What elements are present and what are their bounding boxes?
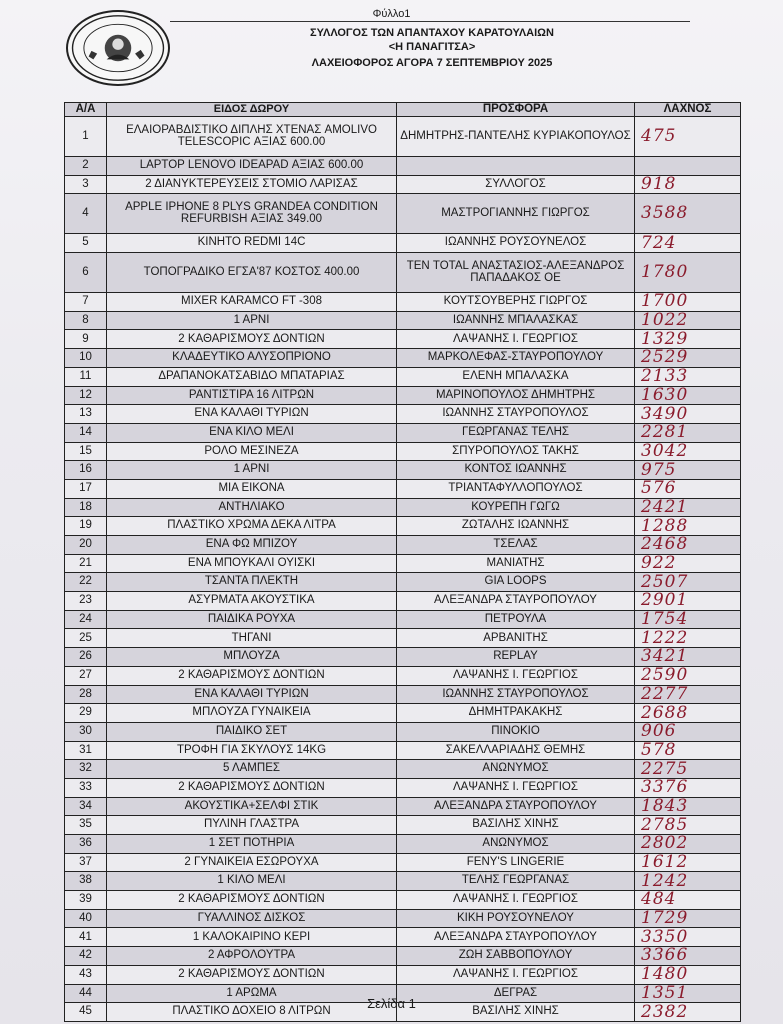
ticket-number-cell: 1843 — [635, 797, 741, 816]
gift-cell: 2 ΑΦΡΟΛΟΥΤΡΑ — [107, 947, 397, 966]
offer-cell: ΖΩΤΑΛΗΣ ΙΩΑΝΝΗΣ — [397, 517, 635, 536]
table-row — [65, 797, 741, 816]
table-row — [65, 965, 741, 984]
table-row — [65, 330, 741, 349]
offer-cell: ΛΑΨΑΝΗΣ Ι. ΓΕΩΡΓΙΟΣ — [397, 666, 635, 685]
table-row — [65, 947, 741, 966]
row-number-cell: 17 — [65, 479, 107, 498]
ticket-number-cell: 484 — [635, 891, 741, 910]
gift-cell: 2 ΓΥΝΑΙΚΕΙΑ ΕΣΩΡΟΥΧΑ — [107, 853, 397, 872]
table-row — [65, 367, 741, 386]
ticket-number-cell: 1612 — [635, 853, 741, 872]
gift-cell: 2 ΚΑΘΑΡΙΣΜΟΥΣ ΔΟΝΤΙΩΝ — [107, 965, 397, 984]
table-row — [65, 405, 741, 424]
table-row — [65, 909, 741, 928]
row-number-cell: 15 — [65, 442, 107, 461]
offer-cell: ΠΙΝΟΚΙΟ — [397, 722, 635, 741]
ticket-number-cell: 1242 — [635, 872, 741, 891]
offer-cell: ΔΕΓΡΑΣ — [397, 984, 635, 1003]
gift-cell: ΠΥΛΙΝΗ ΓΛΑΣΤΡΑ — [107, 816, 397, 835]
offer-cell: GIA LOOPS — [397, 573, 635, 592]
gift-cell: ΕΛΑΙΟΡΑΒΔΙΣΤΙΚΟ ΔΙΠΛΗΣ ΧΤΕΝΑΣ AMOLIVO TELESCOPIC ΑΞΙΑΣ 600.00 — [107, 117, 397, 157]
row-number-cell: 23 — [65, 592, 107, 611]
row-number-cell: 32 — [65, 760, 107, 779]
table-row — [65, 648, 741, 667]
row-number-cell: 38 — [65, 872, 107, 891]
ticket-number-cell: 906 — [635, 722, 741, 741]
gift-cell: ΚΛΑΔΕΥΤΙΚΟ ΑΛΥΣΟΠΡΙΟΝΟ — [107, 349, 397, 368]
row-number-cell: 28 — [65, 685, 107, 704]
row-number-cell: 12 — [65, 386, 107, 405]
ticket-number-cell: 1288 — [635, 517, 741, 536]
ticket-number-cell: 475 — [635, 117, 741, 157]
offer-cell: ΜΑΣΤΡΟΓΙΑΝΝΗΣ ΓΙΩΡΓΟΣ — [397, 194, 635, 234]
table-row — [65, 816, 741, 835]
offer-cell: ΤΣΕΛΑΣ — [397, 536, 635, 555]
ticket-number-cell: 2275 — [635, 760, 741, 779]
gift-cell: 2 ΔΙΑΝΥΚΤΕΡΕΥΣΕΙΣ ΣΤΟΜΙΟ ΛΑΡΙΣΑΣ — [107, 175, 397, 194]
row-number-cell: 4 — [65, 194, 107, 234]
ticket-number-cell: 2281 — [635, 423, 741, 442]
gift-cell: ΜΠΛΟΥΖΑ ΓΥΝΑΙΚΕΙΑ — [107, 704, 397, 723]
ticket-number-cell: 1729 — [635, 909, 741, 928]
gift-cell: ΑΝΤΗΛΙΑΚΟ — [107, 498, 397, 517]
table-row — [65, 629, 741, 648]
gift-cell: 1 ΑΡΩΜΑ — [107, 984, 397, 1003]
offer-cell: ΑΝΩΝΥΜΟΣ — [397, 760, 635, 779]
ticket-number-cell: 1329 — [635, 330, 741, 349]
offer-cell: ΚΟΥΤΣΟΥΒΕΡΗΣ ΓΙΩΡΓΟΣ — [397, 293, 635, 312]
table-row — [65, 554, 741, 573]
gift-cell: ΕΝΑ ΚΑΛΑΘΙ ΤΥΡΙΩΝ — [107, 405, 397, 424]
ticket-number-cell: 2901 — [635, 592, 741, 611]
gift-cell: ΓΥΑΛΛΙΝΟΣ ΔΙΣΚΟΣ — [107, 909, 397, 928]
row-number-cell: 33 — [65, 778, 107, 797]
row-number-cell: 24 — [65, 610, 107, 629]
gift-cell: ΠΛΑΣΤΙΚΟ ΧΡΩΜΑ ΔΕΚΑ ΛΙΤΡΑ — [107, 517, 397, 536]
table-header-row — [65, 103, 741, 117]
row-number-cell: 2 — [65, 157, 107, 176]
table-row — [65, 835, 741, 854]
table-row — [65, 666, 741, 685]
gift-cell: 2 ΚΑΘΑΡΙΣΜΟΥΣ ΔΟΝΤΙΩΝ — [107, 778, 397, 797]
ticket-number-cell: 3042 — [635, 442, 741, 461]
offer-cell: ΔΗΜΗΤΡΗΣ-ΠΑΝΤΕΛΗΣ ΚΥΡΙΑΚΟΠΟΥΛΟΣ — [397, 117, 635, 157]
gift-cell: ΡΑΝΤΙΣΤΙΡΑ 16 ΛΙΤΡΩΝ — [107, 386, 397, 405]
ticket-number-cell: 2507 — [635, 573, 741, 592]
offer-cell: ΛΑΨΑΝΗΣ Ι. ΓΕΩΡΓΙΟΣ — [397, 891, 635, 910]
gift-cell: ΔΡΑΠΑΝΟΚΑΤΣΑΒΙΔΟ ΜΠΑΤΑΡΙΑΣ — [107, 367, 397, 386]
gift-cell: ΡΟΛΟ ΜΕΣΙΝΕΖΑ — [107, 442, 397, 461]
ticket-number-cell: 1780 — [635, 253, 741, 293]
offer-cell: FENY'S LINGERIE — [397, 853, 635, 872]
ticket-number-cell: 2529 — [635, 349, 741, 368]
ticket-number-cell: 2802 — [635, 835, 741, 854]
header-association-name: ΣΥΛΛΟΓΟΣ ΤΩΝ ΑΠΑΝΤΑΧΟΥ ΚΑΡΑΤΟΥΛΑΙΩΝ — [310, 27, 554, 39]
row-number-cell: 16 — [65, 461, 107, 480]
table-row — [65, 685, 741, 704]
table-row — [65, 760, 741, 779]
raffle-table-wrapper — [64, 102, 740, 1022]
header-subtitle: <Η ΠΑΝΑΓΙΤΣΑ> — [388, 41, 476, 53]
row-number-cell: 22 — [65, 573, 107, 592]
row-number-cell: 8 — [65, 311, 107, 330]
row-number-cell: 31 — [65, 741, 107, 760]
table-row — [65, 311, 741, 330]
gift-cell: 1 ΣΕΤ ΠΟΤΗΡΙΑ — [107, 835, 397, 854]
ticket-number-cell — [635, 157, 741, 176]
row-number-cell: 45 — [65, 1003, 107, 1022]
row-number-cell: 11 — [65, 367, 107, 386]
ticket-number-cell: 2468 — [635, 536, 741, 555]
column-header-offer: ΠΡΟΣΦΟΡΑ — [397, 103, 635, 117]
ticket-number-cell: 1222 — [635, 629, 741, 648]
table-row — [65, 386, 741, 405]
gift-cell: ΕΝΑ ΚΑΛΑΘΙ ΤΥΡΙΩΝ — [107, 685, 397, 704]
offer-cell: ΤΡΙΑΝΤΑΦΥΛΛΟΠΟΥΛΟΣ — [397, 479, 635, 498]
row-number-cell: 42 — [65, 947, 107, 966]
ticket-number-cell: 918 — [635, 175, 741, 194]
offer-cell: ΙΩΑΝΝΗΣ ΜΠΑΛΑΣΚΑΣ — [397, 311, 635, 330]
row-number-cell: 10 — [65, 349, 107, 368]
row-number-cell: 26 — [65, 648, 107, 667]
logo-graphic — [68, 12, 168, 84]
row-number-cell: 37 — [65, 853, 107, 872]
table-row — [65, 293, 741, 312]
offer-cell: ΛΑΨΑΝΗΣ Ι. ΓΕΩΡΓΙΟΣ — [397, 778, 635, 797]
table-row — [65, 928, 741, 947]
row-number-cell: 40 — [65, 909, 107, 928]
offer-cell: ΠΕΤΡΟΥΛΑ — [397, 610, 635, 629]
row-number-cell: 36 — [65, 835, 107, 854]
gift-cell: ΚΙΝΗΤΟ REDMI 14C — [107, 234, 397, 253]
offer-cell: ΙΩΑΝΝΗΣ ΡΟΥΣΟΥΝΕΛΟΣ — [397, 234, 635, 253]
table-row — [65, 157, 741, 176]
offer-cell: ΜΑΡΚΟΛΕΦΑΣ-ΣΤΑΥΡΟΠΟΥΛΟΥ — [397, 349, 635, 368]
offer-cell: ΚΟΝΤΟΣ ΙΩΑΝΝΗΣ — [397, 461, 635, 480]
table-row — [65, 498, 741, 517]
offer-cell: ΣΠΥΡΟΠΟΥΛΟΣ ΤΑΚΗΣ — [397, 442, 635, 461]
ticket-number-cell: 578 — [635, 741, 741, 760]
gift-cell: MIXER KARAMCO FT -308 — [107, 293, 397, 312]
table-row — [65, 536, 741, 555]
gift-cell: ΕΝΑ ΦΩ ΜΠΙΖΟΥ — [107, 536, 397, 555]
gift-cell: ΑΣΥΡΜΑΤΑ ΑΚΟΥΣΤΙΚΑ — [107, 592, 397, 611]
table-body — [65, 117, 741, 1022]
gift-cell: ΕΝΑ ΚΙΛΟ ΜΕΛΙ — [107, 423, 397, 442]
association-logo-seal — [66, 10, 170, 86]
ticket-number-cell: 3366 — [635, 947, 741, 966]
gift-cell: ΤΗΓΑΝΙ — [107, 629, 397, 648]
offer-cell: ΒΑΣΙΛΗΣ ΧΙΝΗΣ — [397, 816, 635, 835]
table-row — [65, 592, 741, 611]
table-row — [65, 778, 741, 797]
ticket-number-cell: 1351 — [635, 984, 741, 1003]
row-number-cell: 18 — [65, 498, 107, 517]
row-number-cell: 44 — [65, 984, 107, 1003]
row-number-cell: 14 — [65, 423, 107, 442]
column-header-gift: ΕΙΔΟΣ ΔΩΡΟΥ — [107, 103, 397, 117]
table-row — [65, 573, 741, 592]
ticket-number-cell: 1480 — [635, 965, 741, 984]
offer-cell: ΖΩΗ ΣΑΒΒΟΠΟΥΛΟΥ — [397, 947, 635, 966]
gift-cell: 1 ΚΑΛΟΚΑΙΡΙΝΟ ΚΕΡΙ — [107, 928, 397, 947]
gift-cell: 1 ΚΙΛΟ ΜΕΛΙ — [107, 872, 397, 891]
offer-cell: ΤΕΝ TOTAL ΑΝΑΣΤΑΣΙΟΣ-ΑΛΕΞΑΝΔΡΟΣ ΠΑΠΑΔΑΚΟΣ ΟΕ — [397, 253, 635, 293]
offer-cell: ΑΛΕΞΑΝΔΡΑ ΣΤΑΥΡΟΠΟΥΛΟΥ — [397, 592, 635, 611]
offer-cell: ΣΥΛΛΟΓΟΣ — [397, 175, 635, 194]
table-row — [65, 461, 741, 480]
offer-cell: ΛΑΨΑΝΗΣ Ι. ΓΕΩΡΓΙΟΣ — [397, 330, 635, 349]
gift-cell: ΠΑΙΔΙΚΟ ΣΕΤ — [107, 722, 397, 741]
offer-cell: ΙΩΑΝΝΗΣ ΣΤΑΥΡΟΠΟΥΛΟΣ — [397, 685, 635, 704]
row-number-cell: 27 — [65, 666, 107, 685]
gift-cell: 2 ΚΑΘΑΡΙΣΜΟΥΣ ΔΟΝΤΙΩΝ — [107, 330, 397, 349]
offer-cell: ΒΑΣΙΛΗΣ ΧΙΝΗΣ — [397, 1003, 635, 1022]
ticket-number-cell: 576 — [635, 479, 741, 498]
ticket-number-cell: 3350 — [635, 928, 741, 947]
ticket-number-cell: 3421 — [635, 648, 741, 667]
table-row — [65, 349, 741, 368]
gift-cell: ΤΣΑΝΤΑ ΠΛΕΚΤΗ — [107, 573, 397, 592]
ticket-number-cell: 2785 — [635, 816, 741, 835]
offer-cell: ΚΙΚΗ ΡΟΥΣΟΥΝΕΛΟΥ — [397, 909, 635, 928]
gift-cell: 2 ΚΑΘΑΡΙΣΜΟΥΣ ΔΟΝΤΙΩΝ — [107, 666, 397, 685]
gift-cell: ΜΠΛΟΥΖΑ — [107, 648, 397, 667]
row-number-cell: 9 — [65, 330, 107, 349]
ticket-number-cell: 2382 — [635, 1003, 741, 1022]
table-row — [65, 741, 741, 760]
row-number-cell: 19 — [65, 517, 107, 536]
offer-cell: ΓΕΩΡΓΑΝΑΣ ΤΕΛΗΣ — [397, 423, 635, 442]
row-number-cell: 13 — [65, 405, 107, 424]
row-number-cell: 34 — [65, 797, 107, 816]
table-row — [65, 722, 741, 741]
ticket-number-cell: 3376 — [635, 778, 741, 797]
table-row — [65, 853, 741, 872]
ticket-number-cell: 724 — [635, 234, 741, 253]
ticket-number-cell: 922 — [635, 554, 741, 573]
table-row — [65, 704, 741, 723]
ticket-number-cell: 1700 — [635, 293, 741, 312]
row-number-cell: 20 — [65, 536, 107, 555]
raffle-table — [64, 102, 741, 1022]
ticket-number-cell: 2688 — [635, 704, 741, 723]
row-number-cell: 43 — [65, 965, 107, 984]
gift-cell: ΤΡΟΦΗ ΓΙΑ ΣΚΥΛΟΥΣ 14KG — [107, 741, 397, 760]
offer-cell: ΜΑΡΙΝΟΠΟΥΛΟΣ ΔΗΜΗΤΡΗΣ — [397, 386, 635, 405]
offer-cell: ΤΕΛΗΣ ΓΕΩΡΓΑΝΑΣ — [397, 872, 635, 891]
ticket-number-cell: 1630 — [635, 386, 741, 405]
row-number-cell: 30 — [65, 722, 107, 741]
table-row — [65, 517, 741, 536]
gift-cell: 2 ΚΑΘΑΡΙΣΜΟΥΣ ΔΟΝΤΙΩΝ — [107, 891, 397, 910]
row-number-cell: 39 — [65, 891, 107, 910]
row-number-cell: 3 — [65, 175, 107, 194]
offer-cell: ΑΛΕΞΑΝΔΡΑ ΣΤΑΥΡΟΠΟΥΛΟΥ — [397, 797, 635, 816]
gift-cell: ΠΛΑΣΤΙΚΟ ΔΟΧΕΙΟ 8 ΛΙΤΡΩΝ — [107, 1003, 397, 1022]
gift-cell: 5 ΛΑΜΠΕΣ — [107, 760, 397, 779]
header-rule — [170, 21, 690, 22]
ticket-number-cell: 2277 — [635, 685, 741, 704]
sheet-label: Φύλλο1 — [372, 8, 411, 20]
column-header-number: Α/Α — [65, 103, 107, 117]
ticket-number-cell: 2421 — [635, 498, 741, 517]
row-number-cell: 1 — [65, 117, 107, 157]
ticket-number-cell: 3490 — [635, 405, 741, 424]
table-row — [65, 253, 741, 293]
row-number-cell: 35 — [65, 816, 107, 835]
table-row — [65, 872, 741, 891]
gift-cell: ΜΙΑ ΕΙΚΟΝΑ — [107, 479, 397, 498]
table-row — [65, 117, 741, 157]
offer-cell: ΛΑΨΑΝΗΣ Ι. ΓΕΩΡΓΙΟΣ — [397, 965, 635, 984]
ticket-number-cell: 975 — [635, 461, 741, 480]
page-footer: Σελίδα 1 — [367, 996, 416, 1011]
column-header-ticket: ΛΑΧΝΟΣ — [635, 103, 741, 117]
table-row — [65, 610, 741, 629]
offer-cell: ΚΟΥΡΕΠΗ ΓΩΓΩ — [397, 498, 635, 517]
ticket-number-cell: 1022 — [635, 311, 741, 330]
offer-cell: ΑΝΩΝΥΜΟΣ — [397, 835, 635, 854]
table-row — [65, 194, 741, 234]
row-number-cell: 41 — [65, 928, 107, 947]
offer-cell: REPLAY — [397, 648, 635, 667]
row-number-cell: 5 — [65, 234, 107, 253]
ticket-number-cell: 2590 — [635, 666, 741, 685]
gift-cell: ΑΚΟΥΣΤΙΚΑ+ΣΕΛΦΙ ΣΤΙΚ — [107, 797, 397, 816]
ticket-number-cell: 1754 — [635, 610, 741, 629]
ticket-number-cell: 2133 — [635, 367, 741, 386]
offer-cell: ΑΛΕΞΑΝΔΡΑ ΣΤΑΥΡΟΠΟΥΛΟΥ — [397, 928, 635, 947]
table-row — [65, 442, 741, 461]
offer-cell: ΙΩΑΝΝΗΣ ΣΤΑΥΡΟΠΟΥΛΟΣ — [397, 405, 635, 424]
offer-cell: ΜΑΝΙΑΤΗΣ — [397, 554, 635, 573]
table-row — [65, 175, 741, 194]
table-row — [65, 479, 741, 498]
offer-cell: ΔΗΜΗΤΡΑΚΑΚΗΣ — [397, 704, 635, 723]
table-row — [65, 891, 741, 910]
gift-cell: 1 ΑΡΝΙ — [107, 461, 397, 480]
table-row — [65, 234, 741, 253]
table-row — [65, 423, 741, 442]
offer-cell: ΑΡΒΑΝΙΤΗΣ — [397, 629, 635, 648]
gift-cell: 1 ΑΡΝΙ — [107, 311, 397, 330]
row-number-cell: 7 — [65, 293, 107, 312]
gift-cell: ΕΝΑ ΜΠΟΥΚΑΛΙ ΟΥΙΣΚΙ — [107, 554, 397, 573]
gift-cell: LAPTOP LENOVO IDEAPAD ΑΞΙΑΣ 600.00 — [107, 157, 397, 176]
offer-cell: ΣΑΚΕΛΛΑΡΙΑΔΗΣ ΘΕΜΗΣ — [397, 741, 635, 760]
row-number-cell: 25 — [65, 629, 107, 648]
row-number-cell: 21 — [65, 554, 107, 573]
offer-cell — [397, 157, 635, 176]
offer-cell: ΕΛΕΝΗ ΜΠΑΛΑΣΚΑ — [397, 367, 635, 386]
row-number-cell: 29 — [65, 704, 107, 723]
header-event-title: ΛΑΧΕΙΟΦΟΡΟΣ ΑΓΟΡΑ 7 ΣΕΠΤΕΜΒΡΙΟΥ 2025 — [311, 57, 553, 69]
gift-cell: ΠΑΙΔΙΚΑ ΡΟΥΧΑ — [107, 610, 397, 629]
row-number-cell: 6 — [65, 253, 107, 293]
gift-cell: APPLE IPHONE 8 PLYS GRANDEA CONDITION REFURBISH ΑΞΙΑΣ 349.00 — [107, 194, 397, 234]
ticket-number-cell: 3588 — [635, 194, 741, 234]
gift-cell: ΤΟΠΟΓΡΑΔΙΚΟ ΕΓΣΑ'87 ΚΟΣΤΟΣ 400.00 — [107, 253, 397, 293]
